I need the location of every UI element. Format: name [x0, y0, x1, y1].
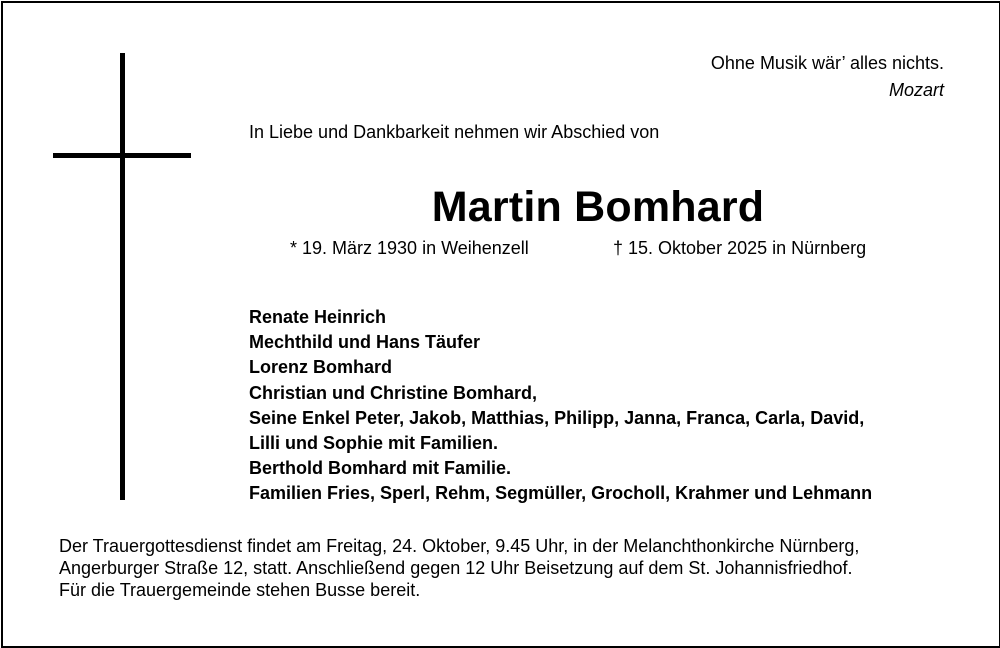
- service-line: Angerburger Straße 12, statt. Anschließend gegen 12 Uhr Beisetzung auf dem St. Johannisfriedhof.: [59, 558, 853, 578]
- intro-line: In Liebe und Dankbarkeit nehmen wir Abschied von: [249, 122, 660, 142]
- mourners-list: [249, 305, 872, 507]
- service-line: Für die Trauergemeinde stehen Busse bereit.: [59, 580, 421, 600]
- birth-date: * 19. März 1930 in Weihenzell: [290, 238, 529, 258]
- mourner-line: Lorenz Bomhard: [249, 357, 393, 378]
- mourner-line: Renate Heinrich: [249, 307, 387, 327]
- mourner-line: Seine Enkel Peter, Jakob, Matthias, Philipp, Janna, Franca, Carla, David,: [249, 407, 865, 428]
- epigraph-author: Mozart: [888, 80, 944, 100]
- mourner-line: Berthold Bomhard mit Familie.: [249, 458, 512, 479]
- death-date: † 15. Oktober 2025 in Nürnberg: [613, 238, 867, 258]
- service-line: Der Trauergottesdienst findet am Freitag, 24. Oktober, 9.45 Uhr, in der Melanchthonkirche Nürnberg,: [59, 536, 860, 556]
- cross-horizontal-bar: [53, 153, 191, 158]
- mourner-line: Mechthild und Hans Täufer: [249, 332, 481, 353]
- mourner-line: Christian und Christine Bomhard,: [249, 382, 538, 403]
- funeral-service-info: [59, 535, 859, 601]
- epigraph-text: Ohne Musik wär’ alles nichts.: [710, 53, 944, 73]
- epigraph: [711, 50, 944, 104]
- mourner-line: Lilli und Sophie mit Familien.: [249, 433, 499, 454]
- mourner-line: Familien Fries, Sperl, Rehm, Segmüller, Grocholl, Krahmer und Lehmann: [249, 483, 873, 504]
- deceased-name: Martin Bomhard: [431, 183, 765, 231]
- cross-vertical-bar: [120, 53, 125, 500]
